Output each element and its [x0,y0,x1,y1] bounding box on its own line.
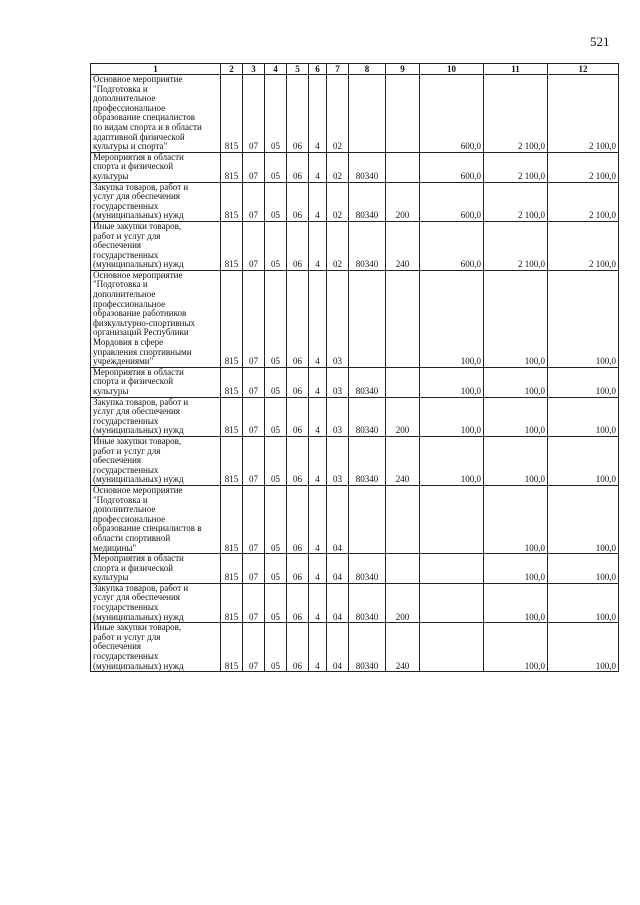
expense-type-cell [386,485,420,553]
table-row [91,75,619,153]
amount-cell [420,623,484,672]
program-cell: 06 [287,436,309,485]
section-cell: 07 [243,623,265,672]
table-row [91,367,619,397]
gov-code-cell: 815 [221,182,243,221]
subprogram-cell: 4 [309,75,327,153]
amount-cell: 100,0 [484,554,548,584]
col-header: 5 [287,64,309,75]
gov-code-cell: 815 [221,485,243,553]
amount-cell: 100,0 [484,583,548,622]
table-row [91,583,619,622]
amount-cell: 100,0 [548,623,619,672]
program-cell: 06 [287,485,309,553]
subsection-cell: 05 [265,583,287,622]
amount-cell [420,554,484,584]
program-cell: 06 [287,270,309,367]
row-name-cell: Мероприятия в области спорта и физической культуры [91,367,221,397]
program-cell: 06 [287,554,309,584]
expense-type-cell [386,367,420,397]
amount-cell: 2 100,0 [548,182,619,221]
gov-code-cell: 815 [221,152,243,182]
gov-code-cell: 815 [221,367,243,397]
program-cell: 06 [287,221,309,270]
page-number: 521 [590,34,610,49]
section-cell: 07 [243,270,265,367]
program-cell: 06 [287,75,309,153]
amount-cell [420,583,484,622]
event-cell: 02 [327,152,349,182]
table-row [91,485,619,553]
amount-cell: 100,0 [548,397,619,436]
subsection-cell: 05 [265,623,287,672]
subprogram-cell: 4 [309,221,327,270]
row-name-cell: Закупка товаров, работ и услуг для обеспечения государственных (муниципальных) нужд [91,583,221,622]
subsection-cell: 05 [265,182,287,221]
amount-cell: 100,0 [420,397,484,436]
table-row [91,554,619,584]
table-row [91,270,619,367]
section-cell: 07 [243,367,265,397]
subprogram-cell: 4 [309,485,327,553]
amount-cell: 100,0 [420,436,484,485]
event-cell: 04 [327,554,349,584]
amount-cell: 100,0 [484,623,548,672]
program-cell: 06 [287,583,309,622]
section-cell: 07 [243,152,265,182]
subprogram-cell: 4 [309,436,327,485]
subsection-cell: 05 [265,221,287,270]
section-cell: 07 [243,436,265,485]
expense-type-cell [386,152,420,182]
table-body [91,75,619,672]
amount-cell: 100,0 [420,367,484,397]
direction-cell: 80340 [349,152,386,182]
table-row [91,221,619,270]
amount-cell: 2 100,0 [548,152,619,182]
amount-cell: 2 100,0 [484,182,548,221]
amount-cell: 2 100,0 [548,221,619,270]
gov-code-cell: 815 [221,270,243,367]
row-name-cell: Основное мероприятие "Подготовка и дополнительное профессиональное образование специалистов в области спортивной медицины" [91,485,221,553]
expense-type-cell: 200 [386,397,420,436]
gov-code-cell: 815 [221,397,243,436]
gov-code-cell: 815 [221,554,243,584]
amount-cell: 600,0 [420,75,484,153]
col-header: 6 [309,64,327,75]
gov-code-cell: 815 [221,221,243,270]
section-cell: 07 [243,485,265,553]
amount-cell: 100,0 [548,583,619,622]
event-cell: 04 [327,623,349,672]
subsection-cell: 05 [265,554,287,584]
amount-cell: 600,0 [420,152,484,182]
subsection-cell: 05 [265,397,287,436]
subsection-cell: 05 [265,270,287,367]
section-cell: 07 [243,75,265,153]
section-cell: 07 [243,182,265,221]
event-cell: 03 [327,367,349,397]
subprogram-cell: 4 [309,623,327,672]
direction-cell [349,270,386,367]
expense-type-cell [386,554,420,584]
subsection-cell: 05 [265,436,287,485]
subprogram-cell: 4 [309,367,327,397]
row-name-cell: Основное мероприятие "Подготовка и дополнительное профессиональное образование работников физкультурно-спортивных организаций Республики Мордовия в сфере управления спортивными учреждениями" [91,270,221,367]
subsection-cell: 05 [265,75,287,153]
amount-cell: 2 100,0 [484,152,548,182]
subprogram-cell: 4 [309,270,327,367]
section-cell: 07 [243,397,265,436]
budget-table [90,63,619,672]
section-cell: 07 [243,221,265,270]
section-cell: 07 [243,583,265,622]
program-cell: 06 [287,367,309,397]
table-header-row [91,64,619,75]
amount-cell: 100,0 [484,485,548,553]
direction-cell [349,75,386,153]
expense-type-cell: 240 [386,623,420,672]
col-header: 1 [91,64,221,75]
event-cell: 02 [327,221,349,270]
subsection-cell: 05 [265,152,287,182]
amount-cell: 100,0 [548,270,619,367]
amount-cell: 100,0 [548,436,619,485]
direction-cell: 80340 [349,221,386,270]
gov-code-cell: 815 [221,75,243,153]
event-cell: 02 [327,75,349,153]
col-header: 7 [327,64,349,75]
subsection-cell: 05 [265,485,287,553]
direction-cell: 80340 [349,397,386,436]
col-header: 3 [243,64,265,75]
table-row [91,623,619,672]
gov-code-cell: 815 [221,436,243,485]
col-header: 9 [386,64,420,75]
amount-cell: 100,0 [548,367,619,397]
table-row [91,436,619,485]
row-name-cell: Мероприятия в области спорта и физической культуры [91,152,221,182]
event-cell: 03 [327,436,349,485]
col-header: 2 [221,64,243,75]
subsection-cell: 05 [265,367,287,397]
event-cell: 03 [327,270,349,367]
gov-code-cell: 815 [221,583,243,622]
expense-type-cell: 200 [386,182,420,221]
program-cell: 06 [287,182,309,221]
direction-cell: 80340 [349,583,386,622]
row-name-cell: Иные закупки товаров, работ и услуг для обеспечения государственных (муниципальных) нужд [91,221,221,270]
amount-cell: 600,0 [420,182,484,221]
amount-cell: 100,0 [484,436,548,485]
expense-type-cell: 240 [386,436,420,485]
expense-type-cell [386,75,420,153]
program-cell: 06 [287,623,309,672]
direction-cell: 80340 [349,436,386,485]
direction-cell: 80340 [349,623,386,672]
row-name-cell: Иные закупки товаров, работ и услуг для обеспечения государственных (муниципальных) нужд [91,436,221,485]
subprogram-cell: 4 [309,182,327,221]
expense-type-cell: 240 [386,221,420,270]
amount-cell: 2 100,0 [548,75,619,153]
amount-cell: 100,0 [420,270,484,367]
row-name-cell: Закупка товаров, работ и услуг для обеспечения государственных (муниципальных) нужд [91,182,221,221]
subprogram-cell: 4 [309,397,327,436]
table-row [91,397,619,436]
row-name-cell: Закупка товаров, работ и услуг для обеспечения государственных (муниципальных) нужд [91,397,221,436]
section-cell: 07 [243,554,265,584]
event-cell: 03 [327,397,349,436]
col-header: 12 [548,64,619,75]
col-header: 8 [349,64,386,75]
row-name-cell: Основное мероприятие "Подготовка и дополнительное профессиональное образование специалистов по видам спорта и в области адаптивной физической культуры и спорта" [91,75,221,153]
direction-cell: 80340 [349,182,386,221]
amount-cell: 100,0 [548,485,619,553]
event-cell: 04 [327,485,349,553]
direction-cell: 80340 [349,554,386,584]
col-header: 10 [420,64,484,75]
row-name-cell: Иные закупки товаров, работ и услуг для обеспечения государственных (муниципальных) нужд [91,623,221,672]
direction-cell [349,485,386,553]
amount-cell: 100,0 [484,270,548,367]
program-cell: 06 [287,152,309,182]
gov-code-cell: 815 [221,623,243,672]
direction-cell: 80340 [349,367,386,397]
amount-cell: 100,0 [484,367,548,397]
expense-type-cell: 200 [386,583,420,622]
col-header: 11 [484,64,548,75]
table-row [91,182,619,221]
expense-type-cell [386,270,420,367]
amount-cell: 600,0 [420,221,484,270]
col-header: 4 [265,64,287,75]
amount-cell [420,485,484,553]
event-cell: 04 [327,583,349,622]
program-cell: 06 [287,397,309,436]
row-name-cell: Мероприятия в области спорта и физической культуры [91,554,221,584]
table-row [91,152,619,182]
event-cell: 02 [327,182,349,221]
amount-cell: 100,0 [484,397,548,436]
subprogram-cell: 4 [309,554,327,584]
subprogram-cell: 4 [309,152,327,182]
amount-cell: 2 100,0 [484,221,548,270]
amount-cell: 2 100,0 [484,75,548,153]
amount-cell: 100,0 [548,554,619,584]
subprogram-cell: 4 [309,583,327,622]
